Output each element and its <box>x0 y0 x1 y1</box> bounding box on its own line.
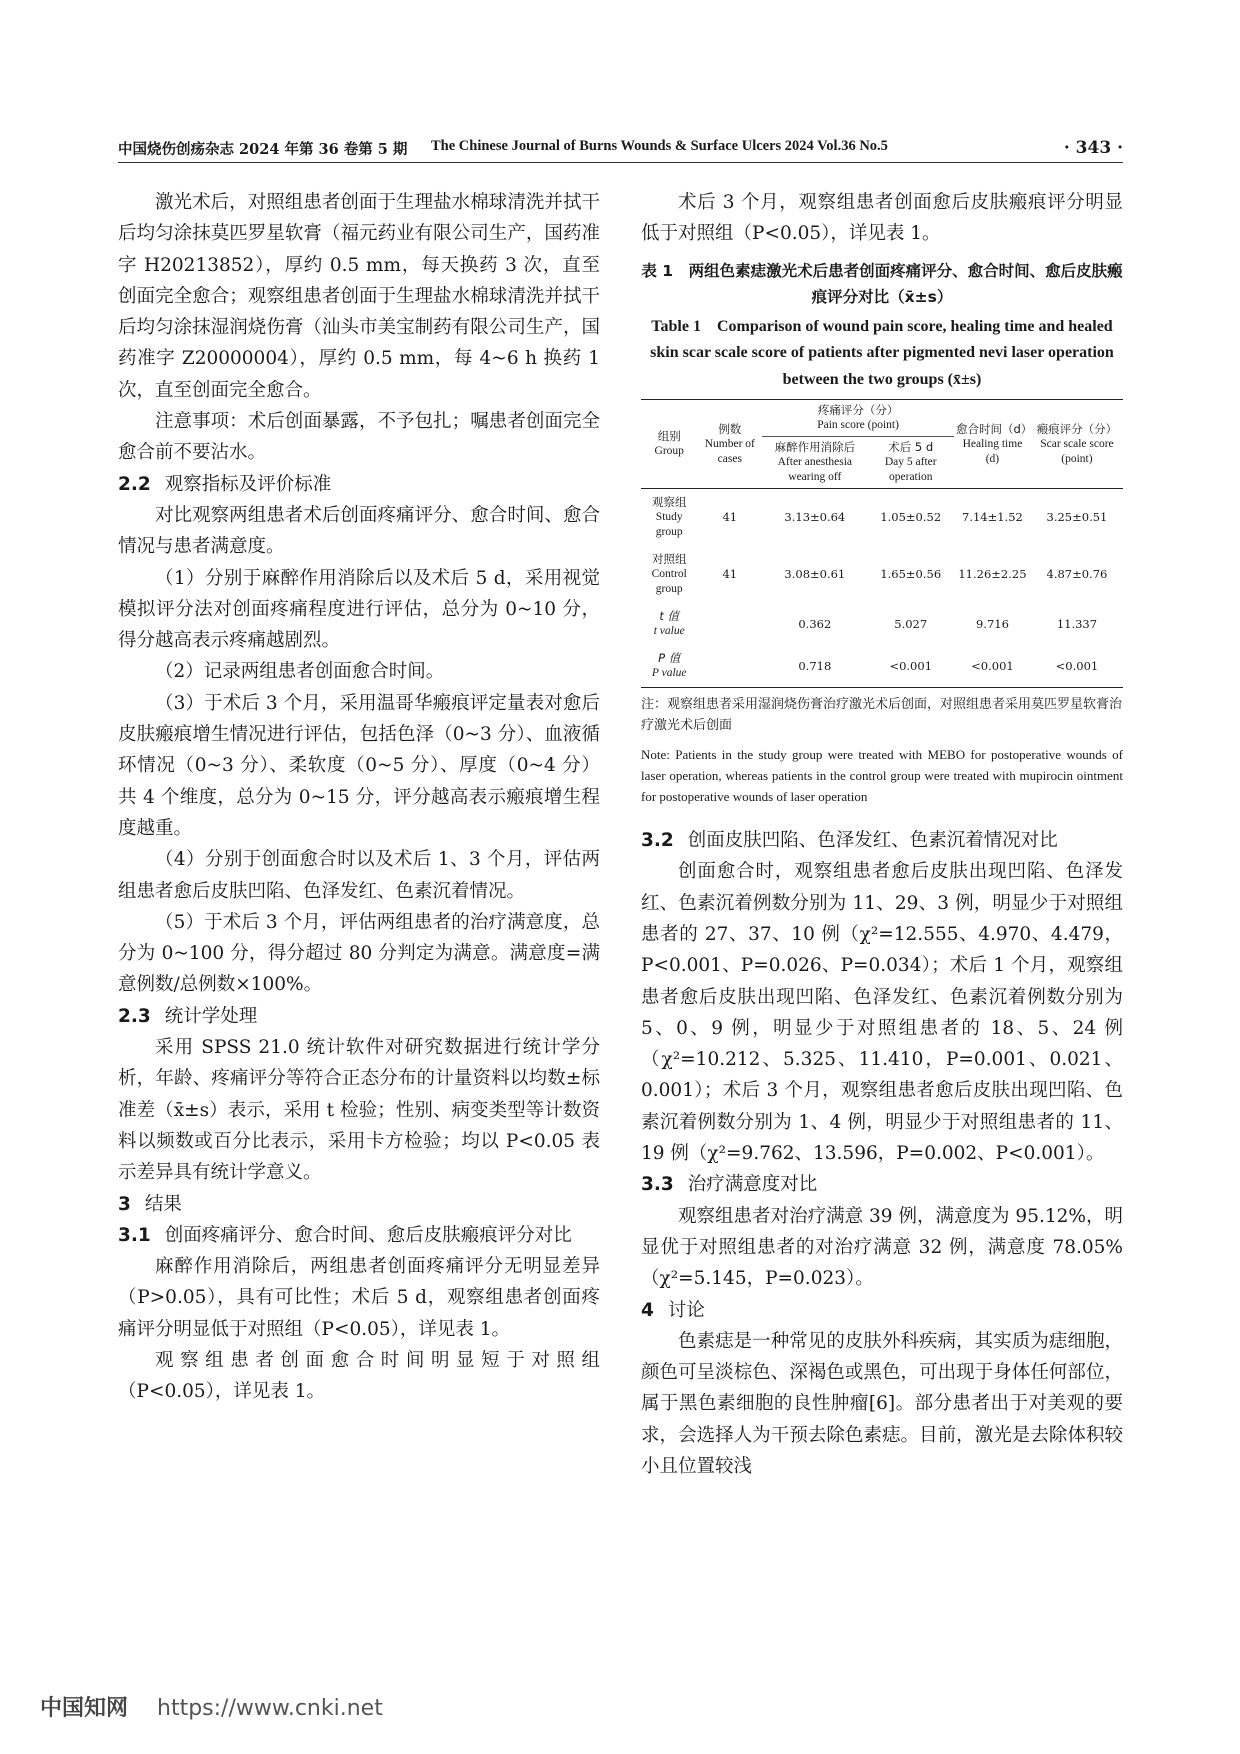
table-note-en: Note: Patients in the study group were treated with MEBO for postoperative wounds of laser operation, whereas patients in the control group were treated with mupirocin ointment for postoperative wounds of laser operation <box>641 747 1123 805</box>
col-group: 组别 Group <box>641 400 697 489</box>
section-heading-4: 4 讨论 <box>641 1299 705 1321</box>
paragraph: （1）分别于麻醉作用消除后以及术后 5 d，采用视觉模拟评分法对创面疼痛程度进行评估，总分为 0~10 分，得分越高表示疼痛越剧烈。 <box>118 567 600 652</box>
paragraph: （2）记录两组患者创面愈合时间。 <box>155 661 445 683</box>
running-header <box>118 138 1123 158</box>
table-row: 对照组 Control group 41 3.08±0.61 1.65±0.56 11.26±2.25 4.87±0.76 <box>651 552 1108 596</box>
right-column <box>641 187 1123 1482</box>
journal-title-en: The Chinese Journal of Burns Wounds & Surface Ulcers 2024 Vol.36 No.5 <box>431 138 888 154</box>
section-heading-2-3: 2.3 统计学处理 <box>118 1005 258 1027</box>
paragraph: 观察组患者创面愈合时间明显短于对照组（P<0.05），详见表 1。 <box>118 1349 600 1403</box>
paragraph: （3）于术后 3 个月，采用温哥华瘢痕评定量表对愈后皮肤瘢痕增生情况进行评估，包括色泽（0~3 分）、血液循环情况（0~3 分）、柔软度（0~5 分）、厚度（0~4 分）共 4 个维度，总分为 0~15 分，评分越高表示瘢痕增生程度越重。 <box>118 692 600 839</box>
paragraph: 采用 SPSS 21.0 统计软件对研究数据进行统计学分析，年龄、疼痛评分等符合正态分布的计量资料以均数±标准差（x̄±s）表示，采用 t 检验；性别、病变类型等计数资料以频数或百分比表示，采用卡方检验；均以 P<0.05 表示差异具有统计学意义。 <box>118 1037 600 1184</box>
col-scar: 瘢痕评分（分） Scar scale score (point) <box>1031 400 1123 489</box>
paragraph: 麻醉作用消除后，两组患者创面疼痛评分无明显差异（P>0.05），具有可比性；术后 5 d，观察组患者创面疼痛评分明显低于对照组（P<0.05），详见表 1。 <box>118 1256 600 1340</box>
col-cases: 例数 Number of cases <box>697 400 762 489</box>
section-heading-3-2: 3.2 创面皮肤凹陷、色泽发红、色素沉着情况对比 <box>641 830 1058 852</box>
section-heading-3-1: 3.1 创面疼痛评分、愈合时间、愈后皮肤瘢痕评分对比 <box>118 1224 572 1246</box>
cnki-logo: 中国知网 <box>40 1696 129 1721</box>
section-heading-2-2: 2.2 观察指标及评价标准 <box>118 473 332 495</box>
cnki-url[interactable]: https://www.cnki.net <box>157 1696 383 1721</box>
watermark-footer <box>40 1691 383 1722</box>
paragraph: 激光术后，对照组患者创面于生理盐水棉球清洗并拭干后均匀涂抹莫匹罗星软膏（福元药业有限公司生产，国药准字 H20213852），厚约 0.5 mm，每天换药 3 次，直至创面完全愈合；观察组患者创面于生理盐水棉球清洗并拭干后均匀涂抹湿润烧伤膏（汕头市美宝制药有限公司生产，国药准字 Z20000004），厚约 0.5 mm，每 4~6 h 换药 1 次，直至创面完全愈合。 <box>118 192 600 401</box>
paragraph: 观察组患者对治疗满意 39 例，满意度为 95.12%，明显优于对照组患者的对治疗满意 32 例，满意度 78.05%（χ²=5.145，P=0.023）。 <box>641 1205 1123 1290</box>
paragraph: 创面愈合时，观察组患者愈后皮肤出现凹陷、色泽发红、色素沉着例数分别为 11、29、3 例，明显少于对照组患者的 27、37、10 例（χ²=12.555、4.970、4.479，P<0.001、P=0.026、P=0.034）；术后 1 个月，观察组患者愈后皮肤出现凹陷、色泽发红、色素沉着例数分别为 5、0、9 例，明显少于对照组患者的 18、5、24 例（χ²=10.212、5.325、11.410，P=0.001、0.021、0.001）；术后 3 个月，观察组患者愈后皮肤出现凹陷、色素沉着例数分别为 1、4 例，明显少于对照组患者的 11、19 例（χ²=9.762、13.596，P=0.002、P<0.001）。 <box>641 861 1123 1165</box>
table-caption-en: Table 1 Comparison of wound pain score, healing time and healed skin scar scale score of patients after pigmented nevi laser operation between the two groups (x̄±s) <box>650 317 1114 388</box>
table-row: t 值 t value 0.362 5.027 9.716 11.337 <box>653 609 1098 638</box>
col-pain: 疼痛评分（分） Pain score (point) <box>762 400 954 437</box>
paragraph: 对比观察两组患者术后创面疼痛评分、愈合时间、愈合情况与患者满意度。 <box>118 504 600 558</box>
col-healing: 愈合时间（d） Healing time (d) <box>954 400 1031 489</box>
section-heading-3-3: 3.3 治疗满意度对比 <box>641 1174 818 1196</box>
col-day5: 术后 5 d Day 5 after operation <box>868 437 954 489</box>
journal-title-cn: 中国烧伤创疡杂志 2024 年第 36 卷第 5 期 <box>118 141 408 158</box>
paragraph: （4）分别于创面愈合时以及术后 1、3 个月，评估两组患者愈后皮肤凹陷、色泽发红、色素沉着情况。 <box>118 849 600 902</box>
paragraph: （5）于术后 3 个月，评估两组患者的治疗满意度，总分为 0~100 分，得分超过 80 分判定为满意。满意度=满意例数/总例数×100%。 <box>118 911 600 996</box>
section-heading-3: 3 结果 <box>118 1193 182 1215</box>
table-row: P 值 P value 0.718 <0.001 <0.001 <0.001 <box>641 645 1123 688</box>
header-rule <box>118 162 1123 163</box>
paragraph: 注意事项：术后创面暴露，不予包扎；嘱患者创面完全愈合前不要沾水。 <box>118 411 600 464</box>
data-table <box>641 399 1123 688</box>
paragraph: 色素痣是一种常见的皮肤外科疾病，其实质为痣细胞，颜色可呈淡棕色、深褐色或黑色，可出现于身体任何部位，属于黑色素细胞的良性肿瘤[6]。部分患者出于对美观的要求，会选择人为干预去除色素痣。目前，激光是去除体积较小且位置较浅 <box>641 1330 1123 1478</box>
paragraph: 术后 3 个月，观察组患者创面愈后皮肤瘢痕评分明显低于对照组（P<0.05），详见表 1。 <box>641 192 1123 245</box>
left-column <box>118 187 600 1408</box>
page-number: · 343 · <box>1063 138 1123 158</box>
table-row: 观察组 Study group 41 3.13±0.64 1.05±0.52 7.14±1.52 3.25±0.51 <box>651 495 1108 539</box>
table-caption-cn: 表 1 两组色素痣激光术后患者创面疼痛评分、愈合时间、愈后皮肤瘢痕评分对比（x̄±s） <box>641 261 1123 306</box>
col-after-anesthesia: 麻醉作用消除后 After anesthesia wearing off <box>762 437 867 489</box>
table-note-cn: 注：观察组患者采用湿润烧伤膏治疗激光术后创面，对照组患者采用莫匹罗星软膏治疗激光术后创面 <box>641 697 1123 734</box>
